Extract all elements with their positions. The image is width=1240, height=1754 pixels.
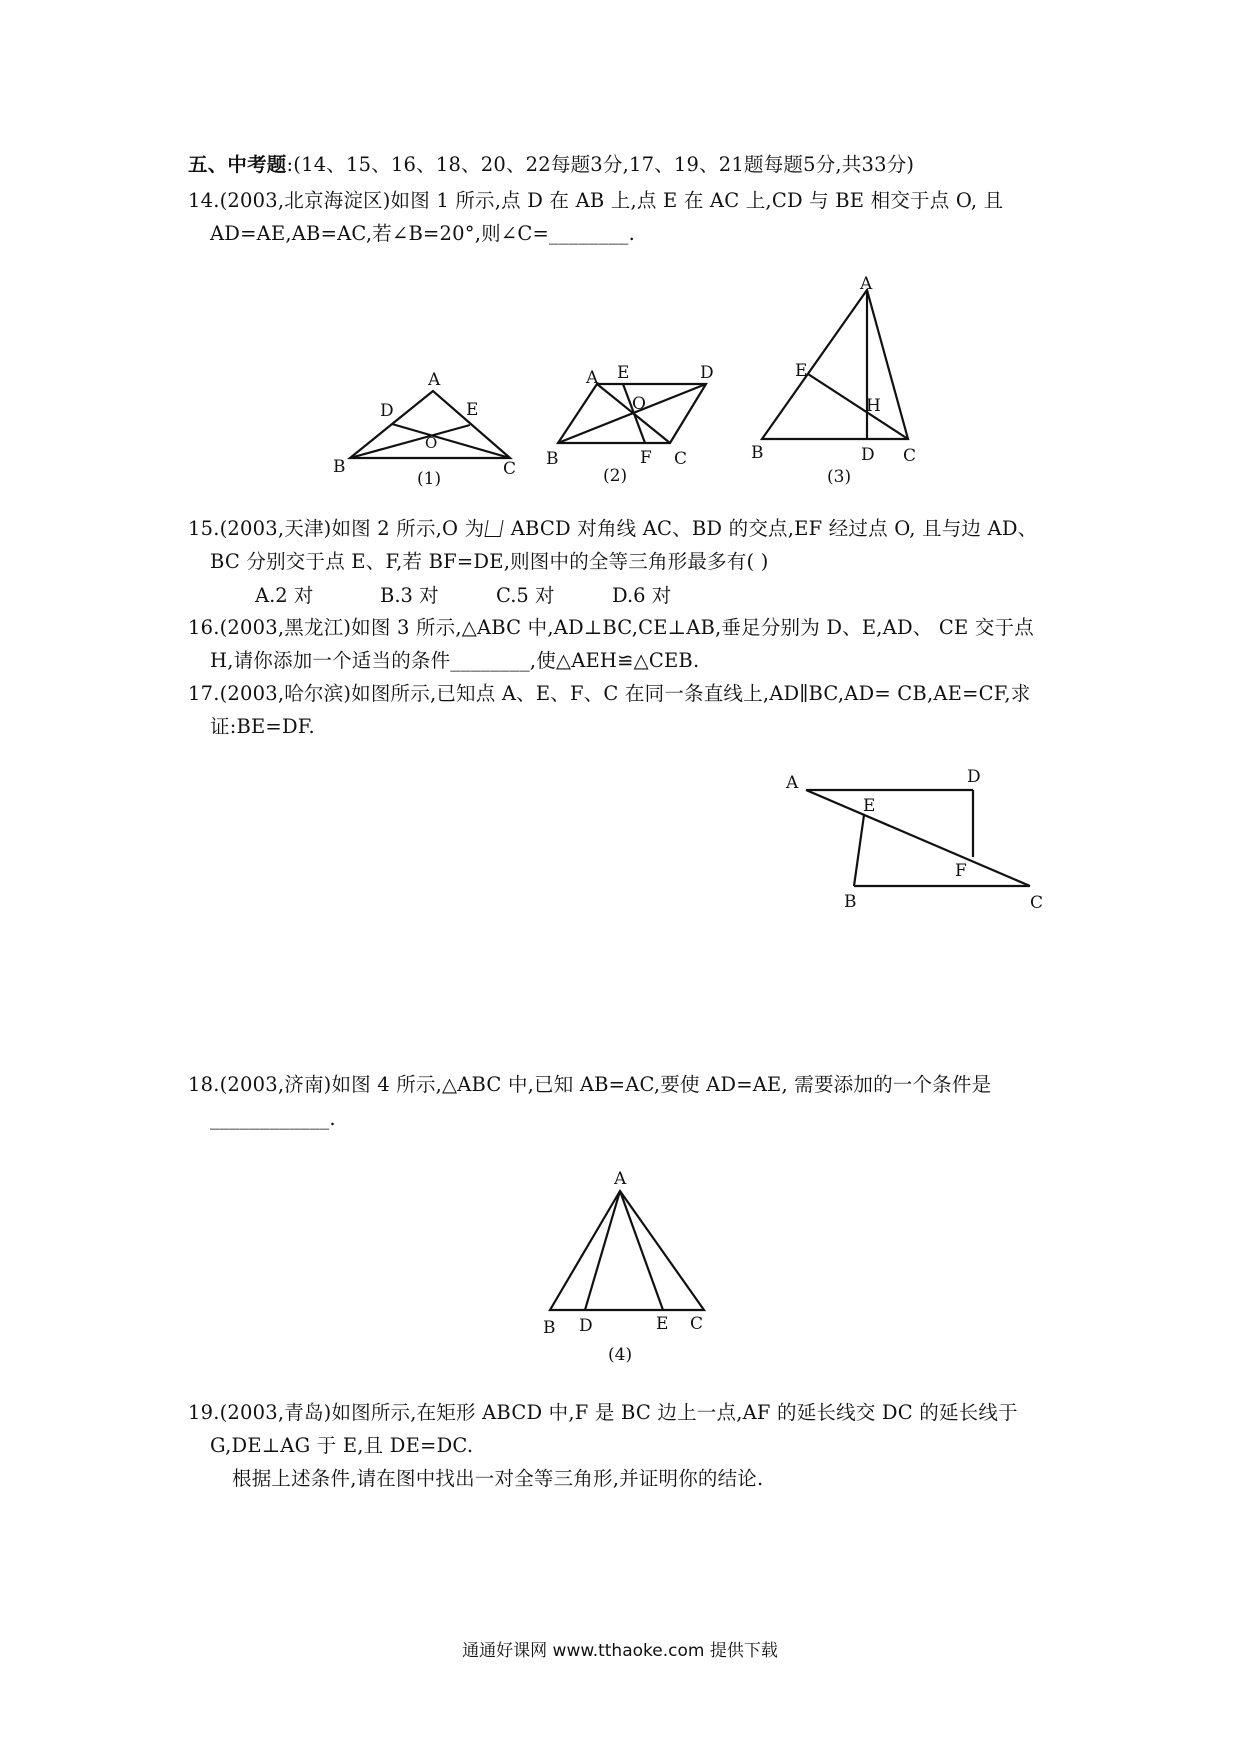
q19-line1: 19.(2003,青岛)如图所示,在矩形 ABCD 中,F 是 BC 边上一点,AF 的延长线交 DC 的延长线于 bbox=[188, 1401, 1018, 1424]
fig2-label-f: F bbox=[640, 448, 652, 468]
fig3-caption: (3) bbox=[827, 467, 852, 487]
fig3-label-c: C bbox=[903, 446, 917, 466]
section-title: 五、中考题 bbox=[188, 153, 287, 176]
fig1-label-a: A bbox=[428, 370, 441, 390]
fig17-label-a: A bbox=[786, 773, 799, 793]
fig2-label-c: C bbox=[674, 449, 688, 469]
q18-line2: ____________. bbox=[210, 1107, 336, 1130]
fig1-label-e: E bbox=[466, 400, 479, 420]
fig3-label-d: D bbox=[861, 445, 875, 465]
fig17-label-f: F bbox=[955, 861, 967, 881]
fig17-label-c: C bbox=[1030, 893, 1044, 913]
fig17-label-d: D bbox=[967, 767, 981, 787]
q15-option-c: C.5 对 bbox=[496, 584, 555, 607]
q15-option-b: B.3 对 bbox=[380, 584, 439, 607]
q16-line2: H,请你添加一个适当的条件________,使△AEH≌△CEB. bbox=[210, 649, 700, 672]
fig3-label-a: A bbox=[860, 274, 873, 294]
q15-option-a: A.2 对 bbox=[255, 584, 314, 607]
q16-line1: 16.(2003,黑龙江)如图 3 所示,△ABC 中,AD⊥BC,CE⊥AB,垂足分别为 D、E,AD、 CE 交于点 bbox=[188, 616, 1034, 639]
q14-line1: 14.(2003,北京海淀区)如图 1 所示,点 D 在 AB 上,点 E 在 AC 上,CD 与 BE 相交于点 O, 且 bbox=[188, 189, 1004, 212]
q18-line1: 18.(2003,济南)如图 4 所示,△ABC 中,已知 AB=AC,要使 AD=AE, 需要添加的一个条件是 bbox=[188, 1073, 992, 1096]
fig4-caption: (4) bbox=[608, 1345, 633, 1365]
fig1-label-d: D bbox=[380, 401, 394, 421]
parallelogram-icon bbox=[485, 520, 504, 537]
fig4-label-a: A bbox=[614, 1169, 627, 1189]
q15-line2: BC 分别交于点 E、F,若 BF=DE,则图中的全等三角形最多有( ) bbox=[210, 550, 769, 573]
fig1-label-o: O bbox=[425, 434, 438, 452]
fig2-label-e: E bbox=[617, 363, 630, 383]
fig3-label-h: H bbox=[866, 396, 881, 416]
fig17-label-e: E bbox=[863, 796, 876, 816]
fig4-label-d: D bbox=[579, 1316, 593, 1336]
fig2-label-a: A bbox=[586, 368, 599, 388]
q15-line1-end: ABCD 对角线 AC、BD 的交点,EF 经过点 O, 且与边 AD、 bbox=[504, 517, 1038, 540]
fig4-label-e: E bbox=[656, 1314, 669, 1334]
figure-4 bbox=[550, 1191, 704, 1310]
figure-q17 bbox=[806, 790, 1030, 886]
fig1-caption: (1) bbox=[417, 469, 442, 489]
fig2-label-o: O bbox=[632, 394, 646, 414]
section-scoring: :(14、15、16、18、20、22每题3分,17、19、21题每题5分,共33分) bbox=[286, 153, 915, 176]
footer-credit: 通通好课网 www.tthaoke.com 提供下载 bbox=[462, 1641, 778, 1661]
figure-3 bbox=[762, 290, 908, 439]
fig4-label-b: B bbox=[543, 1318, 556, 1338]
fig2-label-b: B bbox=[546, 449, 559, 469]
fig3-label-b: B bbox=[751, 443, 764, 463]
fig2-caption: (2) bbox=[603, 466, 628, 486]
q17-line2: 证:BE=DF. bbox=[210, 715, 315, 738]
q15-line1-start: 15.(2003,天津)如图 2 所示,O 为 bbox=[188, 517, 485, 540]
q15-line1 bbox=[188, 516, 1037, 542]
q19-line2: G,DE⊥AG 于 E,且 DE=DC. bbox=[210, 1434, 474, 1457]
q19-line3: 根据上述条件,请在图中找出一对全等三角形,并证明你的结论. bbox=[232, 1467, 764, 1490]
fig2-label-d: D bbox=[700, 363, 714, 383]
fig1-label-b: B bbox=[333, 457, 346, 477]
fig1-label-c: C bbox=[503, 459, 517, 479]
q15-option-d: D.6 对 bbox=[612, 584, 672, 607]
fig4-label-c: C bbox=[690, 1314, 704, 1334]
fig17-label-b: B bbox=[844, 892, 857, 912]
fig3-label-e: E bbox=[795, 361, 808, 381]
q14-line2: AD=AE,AB=AC,若∠B=20°,则∠C=________. bbox=[210, 222, 635, 245]
q17-line1: 17.(2003,哈尔滨)如图所示,已知点 A、E、F、C 在同一条直线上,AD∥BC,AD= CB,AE=CF,求 bbox=[188, 682, 1031, 705]
